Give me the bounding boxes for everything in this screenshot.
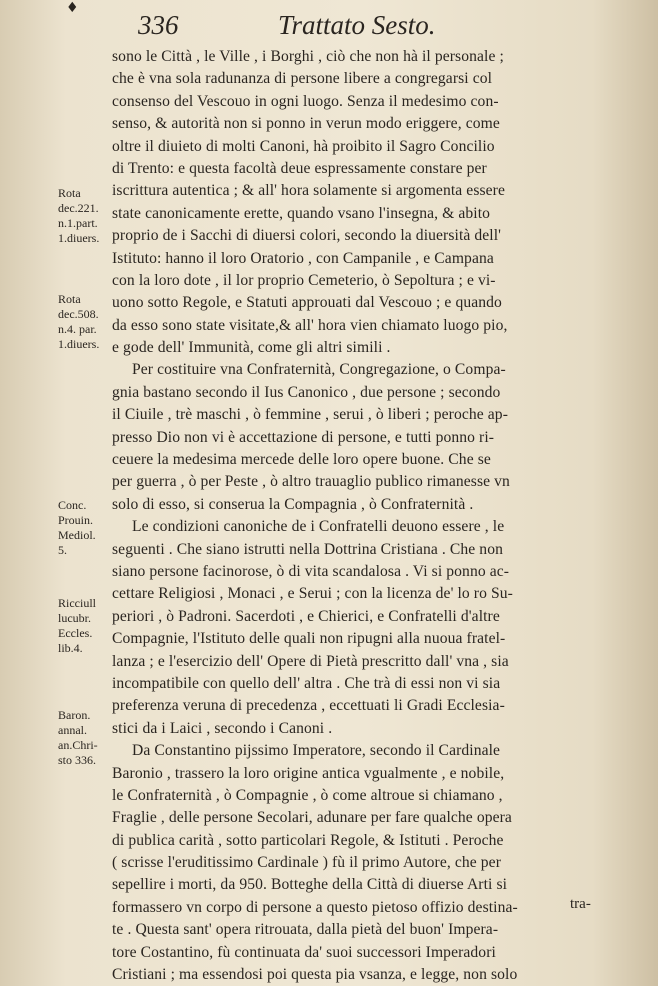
- text-line: Fraglie , delle persone Secolari, adunare per fare qualche opera: [112, 809, 512, 827]
- text-line: gnia bastano secondo il Ius Canonico , due persone ; secondo: [112, 383, 501, 401]
- text-line: e gode dell' Immunità, come gli altri simili .: [112, 339, 391, 357]
- text-line: le Confraternità , ò Compagnie , ò come altroue si chiamano ,: [112, 786, 503, 804]
- text-line: state canonicamente erette, quando vsano l'insegna, & abito: [112, 204, 491, 222]
- text-line: preferenza veruna di precedenza , eccettuati li Gradi Ecclesia-: [112, 697, 505, 715]
- text-line: consenso del Vescouo in ogni luogo. Senza il medesimo con-: [112, 92, 499, 110]
- text-line: ( scrisse l'eruditissimo Cardinale ) fù il primo Autore, che per: [112, 854, 501, 872]
- text-line: per guerra , ò per Peste , ò altro trauaglio publico rimanesse vn: [112, 473, 510, 491]
- margin-note: Baron. annal. an.Chri- sto 336.: [58, 708, 98, 767]
- catchword: tra-: [570, 896, 591, 912]
- margin-note: Rota dec.221. n.1.part. 1.diuers.: [58, 186, 100, 245]
- text-line: Per costituire vna Confraternità, Congregazione, o Compa-: [132, 361, 506, 379]
- text-line: di Trento: e questa facoltà deue espressamente constare per: [112, 159, 487, 177]
- text-line: il Ciuile , trè maschi , ò femmine , serui , ò liberi ; peroche ap-: [112, 406, 508, 424]
- running-title: Trattato Sesto.: [278, 10, 436, 40]
- text-line: periori , ò Padroni. Sacerdoti , e Chierici, e Confratelli d'altre: [112, 607, 500, 625]
- text-line: presso Dio non vi è accettazione di persone, e tutti ponno ri-: [112, 428, 495, 446]
- ornament-mark: ♦: [66, 0, 79, 16]
- body-text: [112, 46, 630, 986]
- text-line: proprio de i Sacchi di diuersi colori, secondo la diuersità dell': [112, 227, 502, 245]
- text-line: incompatibile con quello dell' altra . Che trà di essi non vi sia: [112, 674, 501, 692]
- text-line: senso, & autorità non si ponno in verun modo eriggere, come: [112, 115, 500, 133]
- text-line: formassero vn corpo di persone a questo pietoso offizio destina-: [112, 898, 518, 916]
- text-line: tore Costantino, fù continuata da' suoi successori Imperadori: [112, 943, 496, 961]
- text-line: oltre il diuieto di molti Canoni, hà proibito il Sagro Concilio: [112, 137, 495, 155]
- text-line: da esso sono state visitate,& all' hora vien chiamato luogo pio,: [112, 316, 508, 334]
- text-line: seguenti . Che siano istrutti nella Dottrina Cristiana . Che non: [112, 540, 503, 558]
- text-line: iscrittura autentica ; & all' hora solamente si argomenta essere: [112, 182, 505, 200]
- text-line: sono le Città , le Ville , i Borghi , ciò che non hà il personale ;: [112, 48, 504, 65]
- text-line: con la loro dote , il lor proprio Cemeterio, ò Sepoltura ; e vi-: [112, 271, 496, 289]
- text-line: Da Constantino pijssimo Imperatore, secondo il Cardinale: [132, 742, 501, 760]
- text-line: Compagnie, l'Istituto delle quali non ripugni alla nuoua fratel-: [112, 630, 506, 648]
- text-line: Le condizioni canoniche de i Confratelli deuono essere , le: [132, 518, 505, 536]
- margin-note: Ricciull lucubr. Eccles. lib.4.: [58, 596, 96, 655]
- text-line: di publica carità , sotto particolari Regole, & Istituti . Peroche: [112, 831, 504, 849]
- text-line: solo di esso, si conserua la Compagnia , ò Confraternità .: [112, 495, 474, 513]
- text-line: ceuere la medesima mercede delle loro opere buone. Che se: [112, 451, 491, 469]
- text-line: che è vna sola radunanza di persone libere a congregarsi col: [112, 70, 493, 88]
- text-line: Baronio , trassero la loro origine antica vgualmente , e nobile,: [112, 764, 505, 782]
- text-line: te . Questa sant' opera ritrouata, dalla pietà del buon' Impera-: [112, 921, 499, 939]
- text-line: stici da i Laici , secondo i Canoni .: [112, 719, 333, 737]
- margin-note: Conc. Prouin. Mediol. 5.: [58, 498, 96, 557]
- text-line: cettare Religiosi , Monaci , e Serui ; con la licenza de' lo ro Su-: [112, 585, 513, 603]
- text-line: Istituto: hanno il loro Oratorio , con Campanile , e Campana: [112, 249, 494, 267]
- text-line: siano persone facinorose, ò di vita scandalosa . Vi si ponno ac-: [112, 562, 510, 580]
- page-number: 336: [138, 10, 179, 40]
- text-line: sepellire i morti, da 950. Botteghe della Città di diuerse Arti si: [112, 876, 508, 894]
- page-header: [138, 10, 638, 46]
- text-line: uono sotto Regole, e Statuti approuati dal Vescouo ; e quando: [112, 294, 502, 312]
- text-line: lanza ; e l'esercizio dell' Opere di Pietà prescritto dall' vna , sia: [112, 652, 509, 670]
- margin-note: Rota dec.508. n.4. par. 1.diuers.: [58, 292, 100, 351]
- text-line: Cristiani ; ma essendosi poi questa pia vsanza, e legge, non solo: [112, 966, 518, 984]
